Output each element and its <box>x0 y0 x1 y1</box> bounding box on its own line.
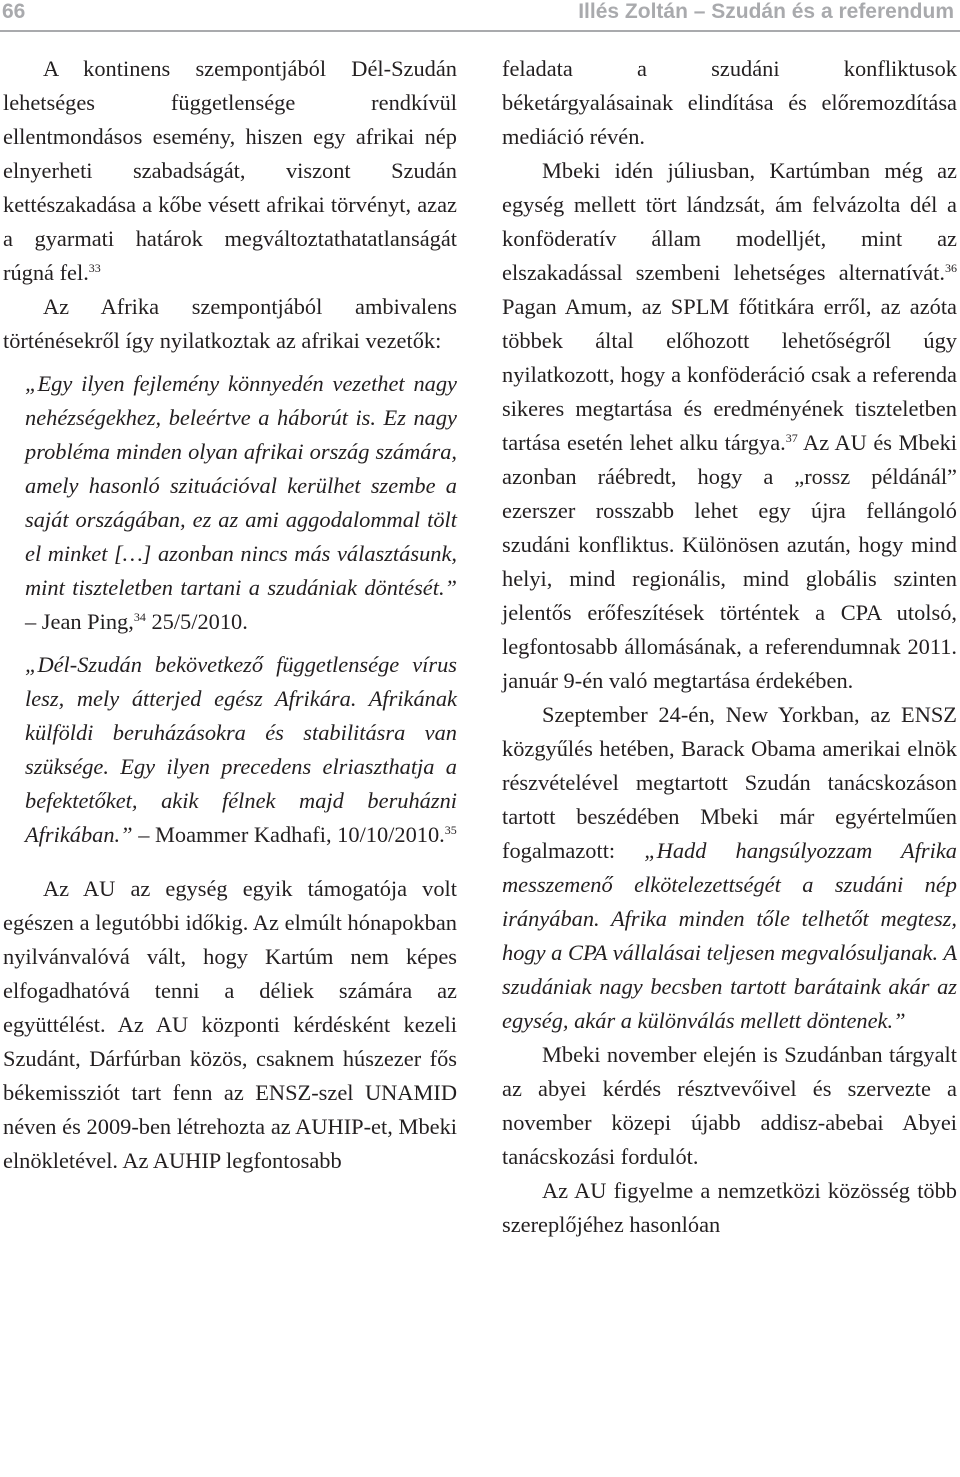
quote-attribution: – Moammer Kadhafi, 10/10/2010. <box>132 822 445 847</box>
paragraph: Az AU az egység egyik támogatója volt egészen a legutóbbi időkig. Az elmúlt hónapokban nyilvánvalóvá vált, hogy Kartúm nem képes elfogadhatóvá tenni a déliek számára az együttélést. Az AU központi kérdésként kezeli Szudánt, Dárfúrban közös, csaknem húszezer fős békemissziót tart fenn az ENSZ-szel UNAMID néven és 2009-ben létrehozta az AUHIP-et, Mbeki elnökletével. Az AUHIP legfontosabb <box>3 876 457 1173</box>
paragraph-text: Szeptember 24-én, New Yorkban, az ENSZ közgyűlés hetében, Barack Obama amerikai elnök részvételével megtartott Szudán tanácskozáson tartott beszédében Mbeki már egyértelműen fogalmazott: <box>502 702 957 863</box>
page-number: 66 <box>2 0 26 23</box>
running-head: Illés Zoltán – Szudán és a referendum <box>578 0 954 23</box>
paragraph-text: Pagan Amum, az SPLM főtitkára erről, az azóta többek által előhozott lehetőségről úgy nyilatkozott, hogy a konföderáció csak a referenda sikeres megtartása és eredményének tiszteletben tartása esetén lehet alku tárgya. <box>502 294 957 455</box>
quote-text: „Dél-Szudán bekövetkező függetlensége vírus lesz, mely átterjed egész Afrikára. Afrikának külföldi beruházásokra és stabilitásra van szüksége. Egy ilyen precedens elriaszthatja a befektetőket, akik félnek majd beruházni Afrikában.” <box>25 652 457 847</box>
paragraph: Mbeki november elején is Szudánban tárgyalt az abyei kérdés résztvevőivel és szervezte a november közepi újabb addisz-abebai Abyei tanácskozási fordulót. <box>502 1042 957 1169</box>
quote-kadhafi <box>3 648 457 852</box>
paragraph-text: Mbeki idén júliusban, Kartúmban még az egység mellett tört lándzsát, ám felvázolta dél a konföderatív állam modelljét, mint az elszakadással szembeni lehetséges alternatívát. <box>502 158 957 285</box>
paragraph <box>3 52 457 290</box>
right-column <box>502 52 957 1242</box>
footnote-ref: 33 <box>88 261 101 275</box>
paragraph: feladata a szudáni konfliktusok béketárgyalásainak elindítása és előremozdítása mediáció révén. <box>502 56 957 149</box>
header-rule <box>0 30 960 32</box>
inline-quote: „Hadd hangsúlyozzam Afrika messzemenő elkötelezettségét a szudáni nép irányában. Afrika minden tőle telhetőt megtesz, hogy a CPA vállalásai teljesen megvalósuljanak. A szudániak nagy becsben tartott barátaink akár az egység, akár a különválás mellett döntenek.” <box>502 838 957 1033</box>
quote-ping <box>3 367 457 639</box>
paragraph <box>502 698 957 1038</box>
paragraph: Az Afrika szempontjából ambivalens történésekről így nyilatkoztak az afrikai vezetők: <box>3 294 457 353</box>
paragraph-text: A kontinens szempontjából Dél-Szudán lehetséges függetlensége rendkívül ellentmondásos esemény, hiszen egy afrikai nép elnyerheti szabadságát, viszont Szudán kettészakadása a kőbe vésett afrikai törvényt, azaz a gyarmati határok megváltoztathatatlanságát rúgná fel. <box>3 56 457 285</box>
paragraph <box>502 154 957 698</box>
footnote-ref: 37 <box>785 431 798 445</box>
quote-attribution: – Jean Ping, <box>25 609 134 634</box>
footnote-ref: 34 <box>133 610 146 624</box>
footnote-ref: 36 <box>945 261 957 275</box>
quote-date: 25/5/2010. <box>145 609 248 634</box>
page-header <box>0 0 960 28</box>
paragraph-text: Az AU és Mbeki azonban ráébredt, hogy a „rossz példánál” ezerszer rosszabb lehet egy újra fellángoló szudáni konfliktus. Különösen azután, hogy mind helyi, mind regionális, mind globális szinten jelentős erőfeszítések történtek a CPA utolsó, legfontosabb állomásának, a referendumnak 2011. január 9-én való megtartása érdekében. <box>502 430 957 693</box>
paragraph: Az AU figyelme a nemzetközi közösség több szereplőjéhez hasonlóan <box>502 1178 957 1237</box>
quote-text: „Egy ilyen fejlemény könnyedén vezethet nagy nehézségekhez, beleértve a háborút is. Ez nagy probléma minden olyan afrikai ország számára, amely hasonló szituációval kerülhet szembe a saját országában, ez az ami aggodalommal tölt el minket […] azonban nincs más választásunk, mint tiszteletben tartani a szudániak döntését.” <box>25 371 457 600</box>
left-column <box>3 52 457 1178</box>
footnote-ref: 35 <box>444 823 457 837</box>
